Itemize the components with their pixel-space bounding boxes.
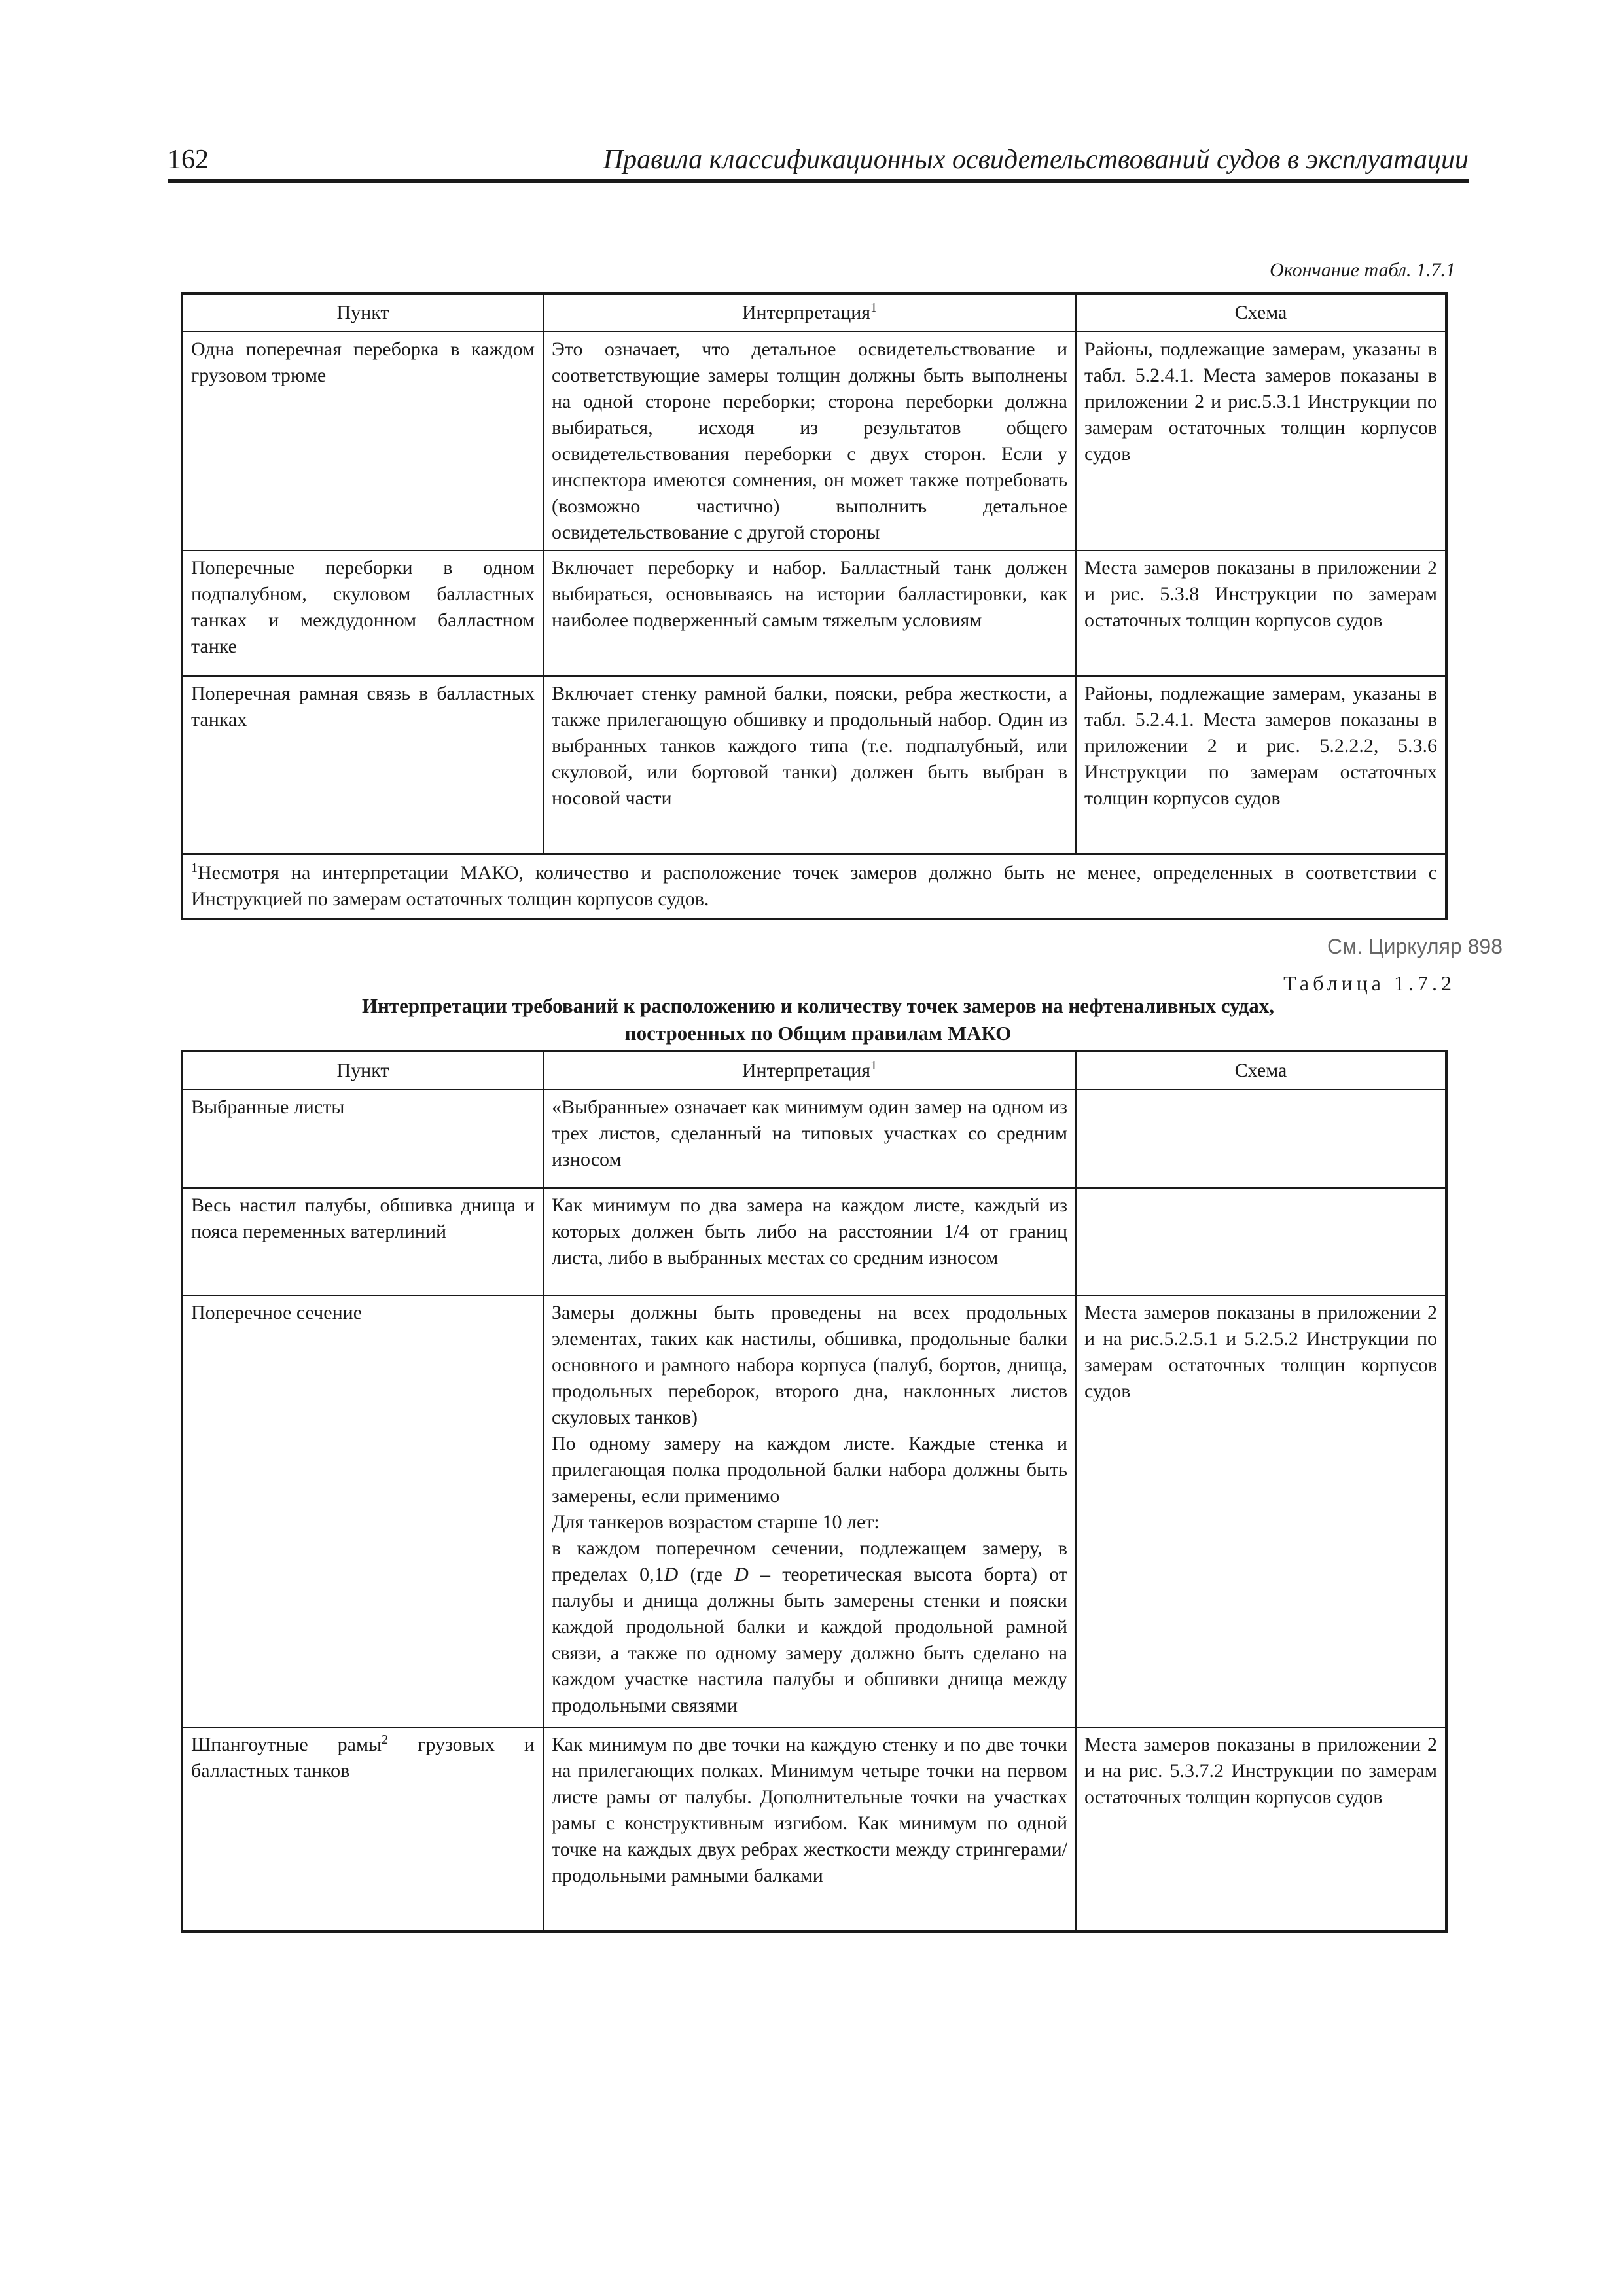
column-header-item: Пункт [182,1051,543,1090]
running-title: Правила классификационных освидетельствований судов в эксплуатации [603,145,1469,175]
table-footnote: $^1$Несмотря на интерпретации МАКО, количество и расположение точек замеров должно быть не менее, определенных в соответствии с Инструкцией по замерам остаточных толщин корпусов судов. [182,854,1446,919]
cell-interpretation: Как минимум по два замера на каждом листе, каждый из которых должен быть либо на расстоянии 1/4 от границ листа, либо в выбранных местах со средним износом [543,1188,1076,1295]
cell-item: Поперечная рамная связь в балластных танках [182,676,543,854]
table-footnote-row [182,854,1446,919]
column-header-item: Пункт [182,293,543,332]
page-number: 162 [168,145,209,175]
interp-paragraph: в каждом поперечном сечении, подлежащем замеру, в пределах 0,1D (где D – теоретическая высота борта) от палубы и днища должны быть замерены стенки и пояски каждой продольной балки и каждой продольной рамной связи, а также по одному замеру должно быть сделано на каждом участке настила палубы и обшивки днища между продольными связями [552,1537,1067,1716]
table-1-7-2 [181,1050,1448,1933]
cell-item: Одна поперечная переборка в каждом грузовом трюме [182,332,543,550]
cell-interpretation [543,1295,1076,1727]
column-header-interpretation: Интерпретация$^1$ [543,1051,1076,1090]
table-title: Интерпретации требований к расположению и количеству точек замеров на нефтеналивных судах, построенных по Общим правилам МАКО [361,994,1275,1045]
cell-interpretation: Это означает, что детальное освидетельствование и соответствующие замеры толщин должны быть выполнены на одной стороне переборки; сторона переборки должна выбираться, исходя из результатов общего освидетельствования переборки с двух сторон. Если у инспектора имеются сомнения, он может также потребовать (возможно частично) выполнить детальное освидетельствование с другой стороны [543,332,1076,550]
interp-paragraph: Замеры должны быть проведены на всех продольных элементах, таких как настилы, обшивка, продольные балки основного и рамного набора корпуса (палуб, бортов, днища, продольных переборок, второго дна, наклонных листов скуловых танков) [552,1302,1067,1428]
cell-scheme: Места замеров показаны в приложении 2 и на рис.5.2.5.1 и 5.2.5.2 Инструкции по замерам остаточных толщин корпусов судов [1076,1295,1446,1727]
cell-item: Поперечные переборки в одном подпалубном, скуловом балластных танках и междудонном балластном танке [182,550,543,676]
table-row [182,1188,1446,1295]
cell-item: Шпангоутные рамы$^2$ грузовых и балластных танков [182,1727,543,1931]
table-row [182,1727,1446,1931]
cell-scheme: Места замеров показаны в приложении 2 и на рис. 5.3.7.2 Инструкции по замерам остаточных толщин корпусов судов [1076,1727,1446,1931]
cell-scheme: Места замеров показаны в приложении 2 и рис. 5.3.8 Инструкции по замерам остаточных толщин корпусов судов [1076,550,1446,676]
cell-interpretation: Как минимум по две точки на каждую стенку и по две точки на прилегающих полках. Минимум четыре точки на первом листе рамы от палубы. Дополнительные точки на участках рамы с конструктивным изгибом. Как минимум по одной точке на каждых двух ребрах жесткости между стрингерами/продольными рамными балками [543,1727,1076,1931]
table-row [182,676,1446,854]
cell-scheme [1076,1188,1446,1295]
cell-scheme: Районы, подлежащие замерам, указаны в табл. 5.2.4.1. Места замеров показаны в приложении 2 и рис. 5.2.2.2, 5.3.6 Инструкции по замерам остаточных толщин корпусов судов [1076,676,1446,854]
table-row [182,550,1446,676]
table1-caption: Окончание табл. 1.7.1 [1270,259,1455,281]
column-header-scheme: Схема [1076,293,1446,332]
table-1-7-1 [181,292,1448,920]
cell-item: Весь настил палубы, обшивка днища и пояса переменных ватерлиний [182,1188,543,1295]
table-number: Таблица 1.7.2 [1283,971,1455,995]
cell-interpretation: Включает переборку и набор. Балластный танк должен выбираться, основываясь на истории балластировки, как наиболее подверженный самым тяжелым условиям [543,550,1076,676]
cell-item: Выбранные листы [182,1090,543,1188]
table-row [182,1295,1446,1727]
cell-interpretation: Включает стенку рамной балки, пояски, ребра жесткости, а также прилегающую обшивку и продольный набор. Один из выбранных танков каждого типа (т.е. подпалубный, или скуловой, или бортовой танки) должен быть выбран в носовой части [543,676,1076,854]
circular-reference: См. Циркуляр 898 [1327,935,1503,958]
column-header-interpretation: Интерпретация$^1$ [543,293,1076,332]
table-header-row [182,1051,1446,1090]
table-row [182,332,1446,550]
page-header [168,139,1469,183]
interp-paragraph: По одному замеру на каждом листе. Каждые стенка и прилегающая полка продольной балки набора должны быть замерены, если применимо [552,1433,1067,1507]
table-row [182,1090,1446,1188]
table-header-row [182,293,1446,332]
interp-paragraph: Для танкеров возрастом старше 10 лет: [552,1511,880,1533]
cell-scheme: Районы, подлежащие замерам, указаны в табл. 5.2.4.1. Места замеров показаны в приложении 2 и рис.5.3.1 Инструкции по замерам остаточных толщин корпусов судов [1076,332,1446,550]
column-header-scheme: Схема [1076,1051,1446,1090]
cell-scheme [1076,1090,1446,1188]
cell-item: Поперечное сечение [182,1295,543,1727]
cell-interpretation: «Выбранные» означает как минимум один замер на одном из трех листов, сделанный на типовых участках со средним износом [543,1090,1076,1188]
